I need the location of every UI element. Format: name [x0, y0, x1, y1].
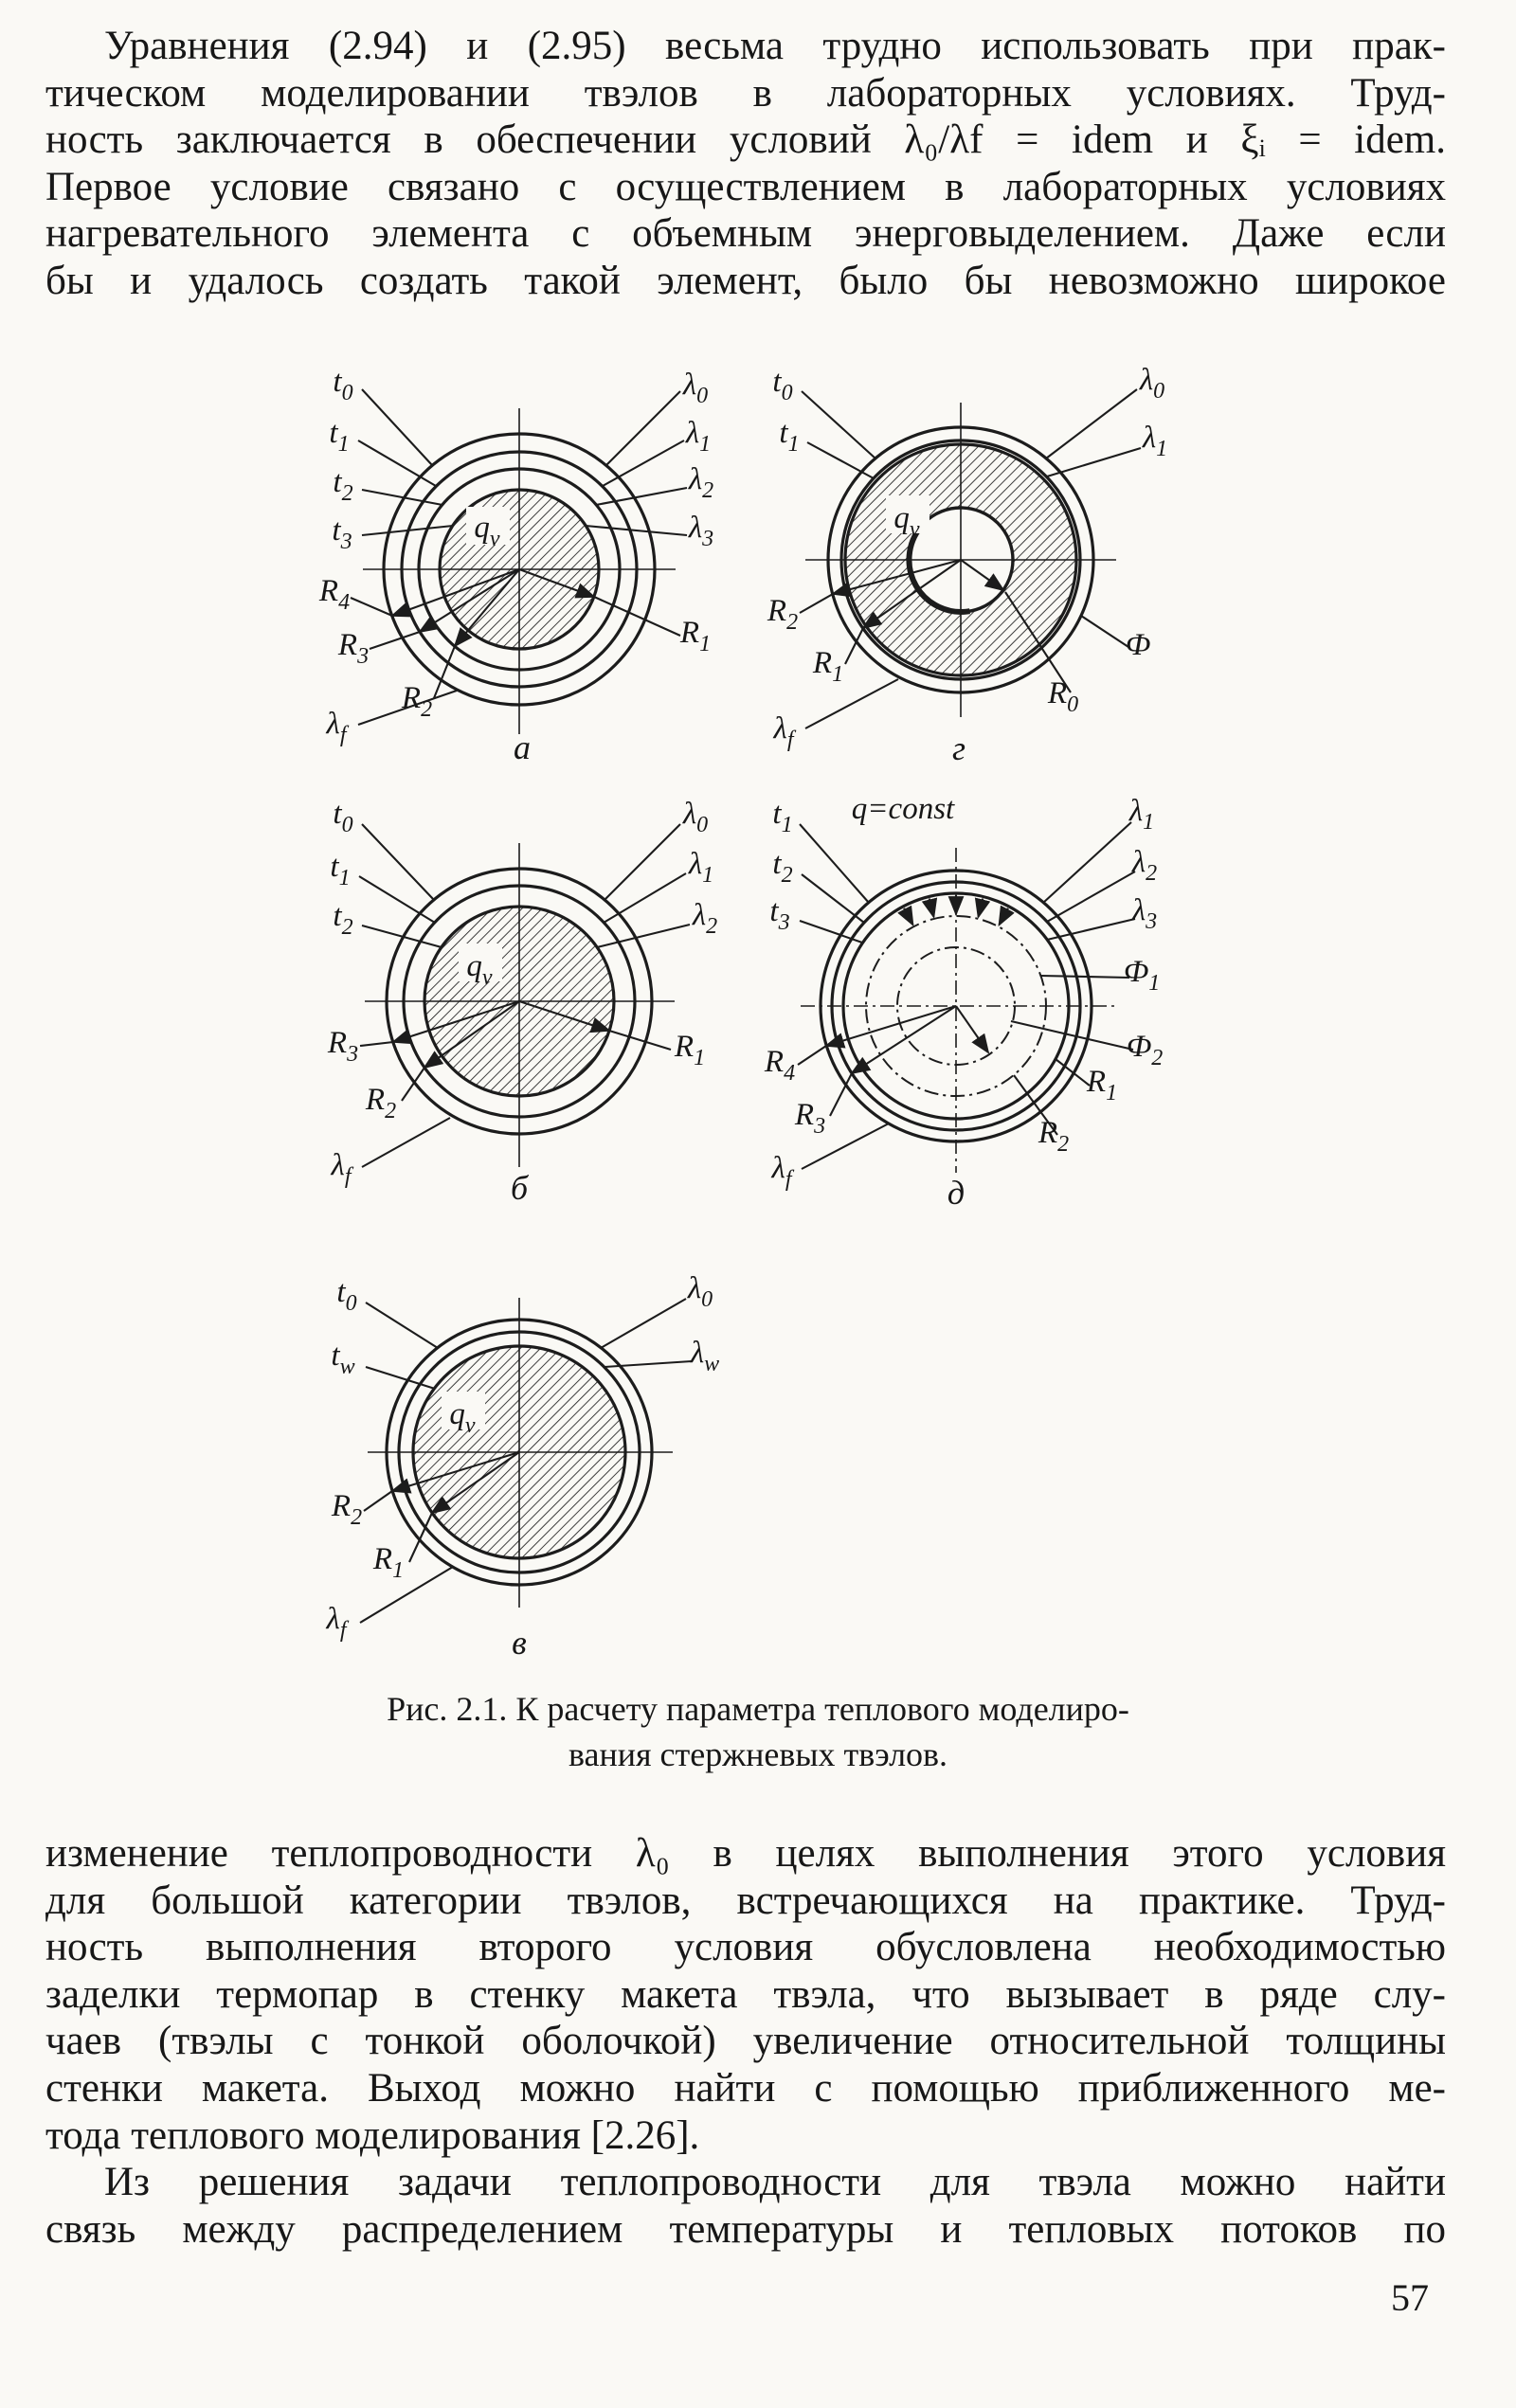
- label-r2: $R_2$: [365, 1083, 397, 1123]
- label-phi1: $Ф_1$: [1123, 955, 1161, 996]
- label-phi: Ф: [1125, 628, 1151, 662]
- leader-line: [358, 440, 436, 486]
- label-r3: $R_3$: [327, 1026, 359, 1067]
- label-lambda-w: $\lambda_w$: [690, 1336, 720, 1376]
- label-lambda2: $\lambda_2$: [692, 898, 718, 939]
- leader-line: [605, 824, 680, 900]
- text-line: чаев (твэлы с тонкой оболочкой) увеличение относительной толщины: [45, 2019, 1446, 2064]
- diagram-b: [313, 796, 758, 1213]
- text-line: бы и удалось создать такой элемент, было бы невозможно широкое: [45, 258, 1446, 303]
- leader-line: [800, 921, 862, 943]
- label-t1: $t_1$: [772, 797, 793, 837]
- flux-arrow: [1000, 908, 1008, 925]
- leader-line: [603, 440, 684, 486]
- label-lambda-f: $\lambda_f$: [773, 711, 794, 752]
- label-lambda0: $\lambda_0$: [682, 368, 709, 408]
- label-t2: $t_2$: [333, 899, 353, 940]
- diagram-letter-g: г: [951, 729, 966, 767]
- label-lambda0: $\lambda_0$: [1139, 363, 1165, 404]
- label-r2: $R_2$: [331, 1489, 363, 1530]
- label-t1: $t_1$: [329, 416, 350, 457]
- label-lambda-f: $\lambda_f$: [326, 1602, 347, 1643]
- label-r0: $R_0$: [1047, 676, 1079, 717]
- flux-arrow: [929, 899, 934, 917]
- leader-line: [601, 1299, 686, 1348]
- text-line: для большой категории твэлов, встречающихся на практике. Труд-: [45, 1878, 1446, 1923]
- label-lambda1: $\lambda_1$: [688, 847, 714, 888]
- label-lambda-f: $\lambda_f$: [326, 707, 347, 747]
- label-t2: $t_2$: [333, 465, 353, 506]
- text-line: Уравнения (2.94) и (2.95) весьма трудно использовать при прак-: [104, 24, 1446, 68]
- label-r1: $R_1$: [1086, 1065, 1118, 1105]
- page-number: 57: [1391, 2276, 1429, 2319]
- text-line: изменение теплопроводности λ₀ в целях выполнения этого условия: [45, 1831, 1446, 1876]
- leader-line: [1047, 872, 1135, 922]
- diagram-a: [313, 365, 758, 772]
- leader-line: [798, 1046, 826, 1065]
- text-line: ность заключается в обеспечении условий λ₀/λf = idem и ξᵢ = idem.: [45, 117, 1446, 163]
- text-line: нагревательного элемента с объемным энерговыделением. Даже если: [45, 211, 1446, 257]
- label-lambda0: $\lambda_0$: [687, 1271, 713, 1312]
- diagram-d: [758, 792, 1213, 1222]
- leader-line: [800, 594, 833, 613]
- leader-line: [366, 1303, 438, 1348]
- diagram-v: [313, 1271, 758, 1681]
- text-line: Из решения задачи теплопроводности для твэла можно найти: [104, 2160, 1446, 2205]
- label-t3: $t_3$: [332, 513, 352, 554]
- leader-line: [1046, 389, 1137, 458]
- leader-line: [1047, 919, 1135, 940]
- text-line: ность выполнения второго условия обусловлена необходимостью: [45, 1925, 1446, 1970]
- label-r1: $R_1$: [679, 616, 712, 656]
- label-tw: $t_w$: [331, 1339, 355, 1379]
- text-line: Первое условие связано с осуществлением в лабораторных условиях: [45, 164, 1446, 209]
- text-line: тическом моделировании твэлов в лабораторных условиях. Труд-: [45, 70, 1446, 116]
- label-r2: $R_2$: [401, 681, 433, 722]
- label-r1: $R_1$: [372, 1542, 405, 1583]
- label-q-const: q=const: [851, 792, 955, 826]
- label-t2: $t_2$: [772, 847, 793, 888]
- label-qv: $q_v$: [466, 949, 493, 990]
- leader-line: [802, 874, 864, 923]
- label-lambda0: $\lambda_0$: [682, 797, 709, 837]
- leader-line: [1043, 822, 1131, 903]
- leader-line: [802, 391, 875, 458]
- label-lambda-f: $\lambda_f$: [771, 1151, 792, 1192]
- label-t1: $t_1$: [779, 416, 800, 457]
- leader-line: [360, 1042, 393, 1046]
- leader-line: [364, 1491, 392, 1511]
- flux-arrow: [979, 899, 984, 917]
- diagram-letter-v: в: [512, 1624, 527, 1662]
- text-line: стенки макета. Выход можно найти с помощью приближенного ме-: [45, 2065, 1446, 2111]
- leader-line: [805, 679, 898, 728]
- leader-line: [362, 1118, 450, 1167]
- leader-line: [370, 632, 420, 649]
- label-r4: $R_4$: [764, 1045, 796, 1086]
- leader-line: [359, 876, 435, 923]
- label-r1: $R_1$: [674, 1030, 706, 1070]
- figure-caption: [270, 1686, 1246, 1777]
- leader-line: [1011, 1021, 1133, 1050]
- label-lambda2: $\lambda_2$: [688, 462, 714, 503]
- label-t1: $t_1$: [330, 850, 351, 890]
- text-line: связь между распределением температуры и тепловых потоков по: [45, 2206, 1446, 2252]
- label-lambda-f: $\lambda_f$: [331, 1148, 352, 1189]
- label-r3: $R_3$: [794, 1098, 826, 1139]
- diagram-letter-b: б: [510, 1169, 529, 1207]
- label-qv: $q_v$: [893, 501, 920, 542]
- label-r4: $R_4$: [318, 574, 351, 615]
- leader-line: [362, 389, 432, 465]
- paragraph-bottom: [45, 1830, 1446, 2253]
- label-lambda2: $\lambda_2$: [1131, 845, 1158, 886]
- flux-arrow: [904, 908, 912, 925]
- diagram-letter-d: д: [947, 1174, 966, 1212]
- leader-line: [604, 873, 686, 923]
- label-qv: $q_v$: [449, 1397, 476, 1438]
- label-lambda1: $\lambda_1$: [1128, 794, 1155, 835]
- label-phi2: $Ф_2$: [1126, 1030, 1164, 1070]
- leader-line: [606, 391, 680, 465]
- leader-line: [362, 824, 434, 900]
- label-r2: $R_2$: [1038, 1116, 1070, 1157]
- label-lambda1: $\lambda_1$: [685, 416, 712, 457]
- label-r1: $R_1$: [812, 646, 844, 687]
- label-t0: $t_0$: [772, 365, 793, 405]
- leader-line: [1040, 976, 1129, 978]
- leader-line: [800, 824, 869, 903]
- text-line: заделки термопар в стенку макета твэла, что вызывает в ряде слу-: [45, 1971, 1446, 2017]
- label-t3: $t_3$: [769, 894, 790, 935]
- center-arrow: [956, 1006, 988, 1052]
- label-t0: $t_0$: [333, 365, 353, 405]
- label-t0: $t_0$: [336, 1275, 357, 1316]
- paragraph-top: [45, 23, 1446, 305]
- label-r2: $R_2$: [767, 594, 799, 635]
- label-qv: $q_v$: [474, 511, 500, 551]
- label-lambda1: $\lambda_1$: [1142, 421, 1168, 461]
- diagram-g: [758, 365, 1203, 772]
- leader-line: [597, 925, 690, 947]
- diagram-letter-a: а: [514, 728, 531, 766]
- label-lambda3: $\lambda_3$: [1131, 893, 1158, 934]
- leader-line: [1047, 448, 1141, 476]
- leader-line: [586, 526, 687, 535]
- caption-line: Рис. 2.1. К расчету параметра теплового моделиро-: [387, 1690, 1129, 1728]
- label-r3: $R_3$: [337, 628, 370, 669]
- leader-line: [402, 1068, 424, 1101]
- caption-line: вания стержневых твэлов.: [568, 1735, 948, 1773]
- text-line: тода теплового моделирования [2.26].: [45, 2112, 700, 2158]
- label-t0: $t_0$: [333, 797, 353, 837]
- leader-line: [1081, 616, 1128, 647]
- leader-line: [609, 1031, 671, 1050]
- label-lambda3: $\lambda_3$: [688, 511, 714, 551]
